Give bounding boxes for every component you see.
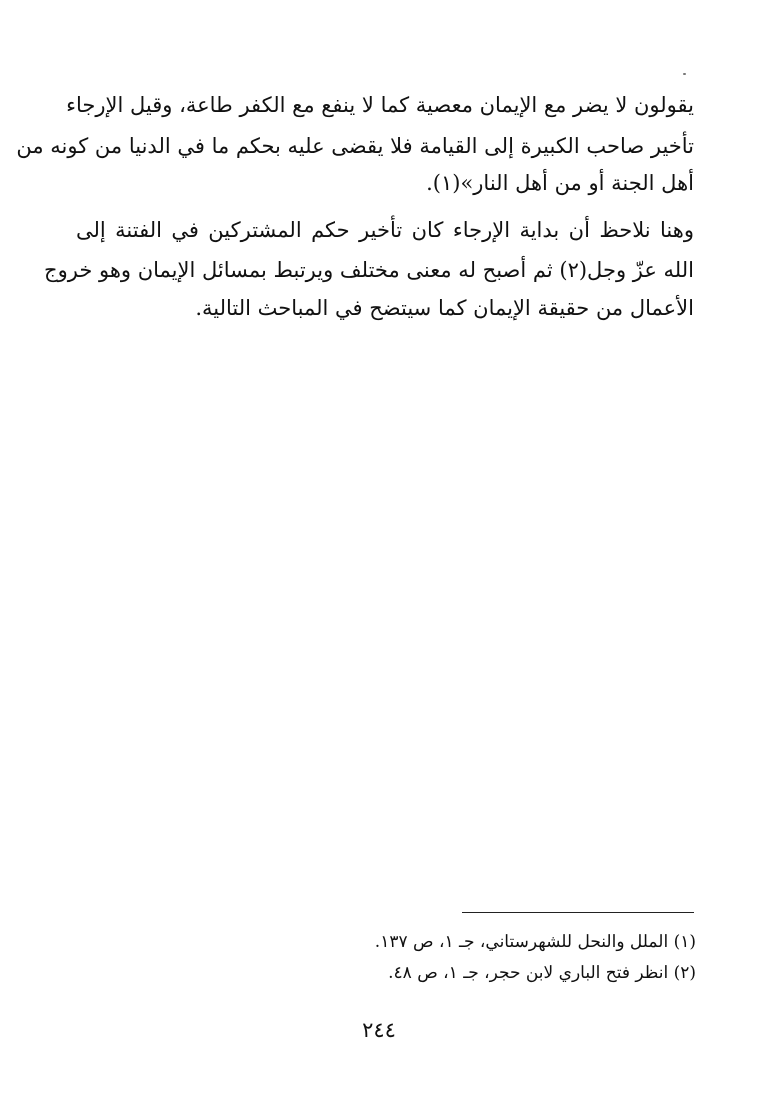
paragraph-1-line-2: تأخير صاحب الكبيرة إلى القيامة فلا يقضى عليه بحكم ما في الدنيا من كونه من (16, 134, 694, 158)
paragraph-2-line-2: الله عزّ وجل(٢) ثم أصبح له معنى مختلف ويرتبط بمسائل الإيمان وهو خروج (44, 258, 694, 282)
scan-speck (683, 73, 686, 75)
footnote-2: (٢) انظر فتح الباري لابن حجر، جـ ١، ص ٤٨. (388, 963, 696, 983)
paragraph-1-line-3: أهل الجنة أو من أهل النار»(١). (426, 171, 694, 195)
footnote-separator (462, 912, 694, 913)
footnote-1: (١) الملل والنحل للشهرستاني، جـ ١، ص ١٣٧. (374, 932, 696, 952)
paragraph-1-line-1: يقولون لا يضر مع الإيمان معصية كما لا ينفع مع الكفر طاعة، وقيل الإرجاء (66, 93, 694, 117)
paragraph-2-line-3: الأعمال من حقيقة الإيمان كما سيتضح في المباحث التالية. (195, 296, 694, 320)
page-number: ٢٤٤ (362, 1018, 396, 1042)
paragraph-2-line-1: وهنا نلاحظ أن بداية الإرجاء كان تأخير حكم المشتركين في الفتنة إلى (76, 218, 694, 242)
